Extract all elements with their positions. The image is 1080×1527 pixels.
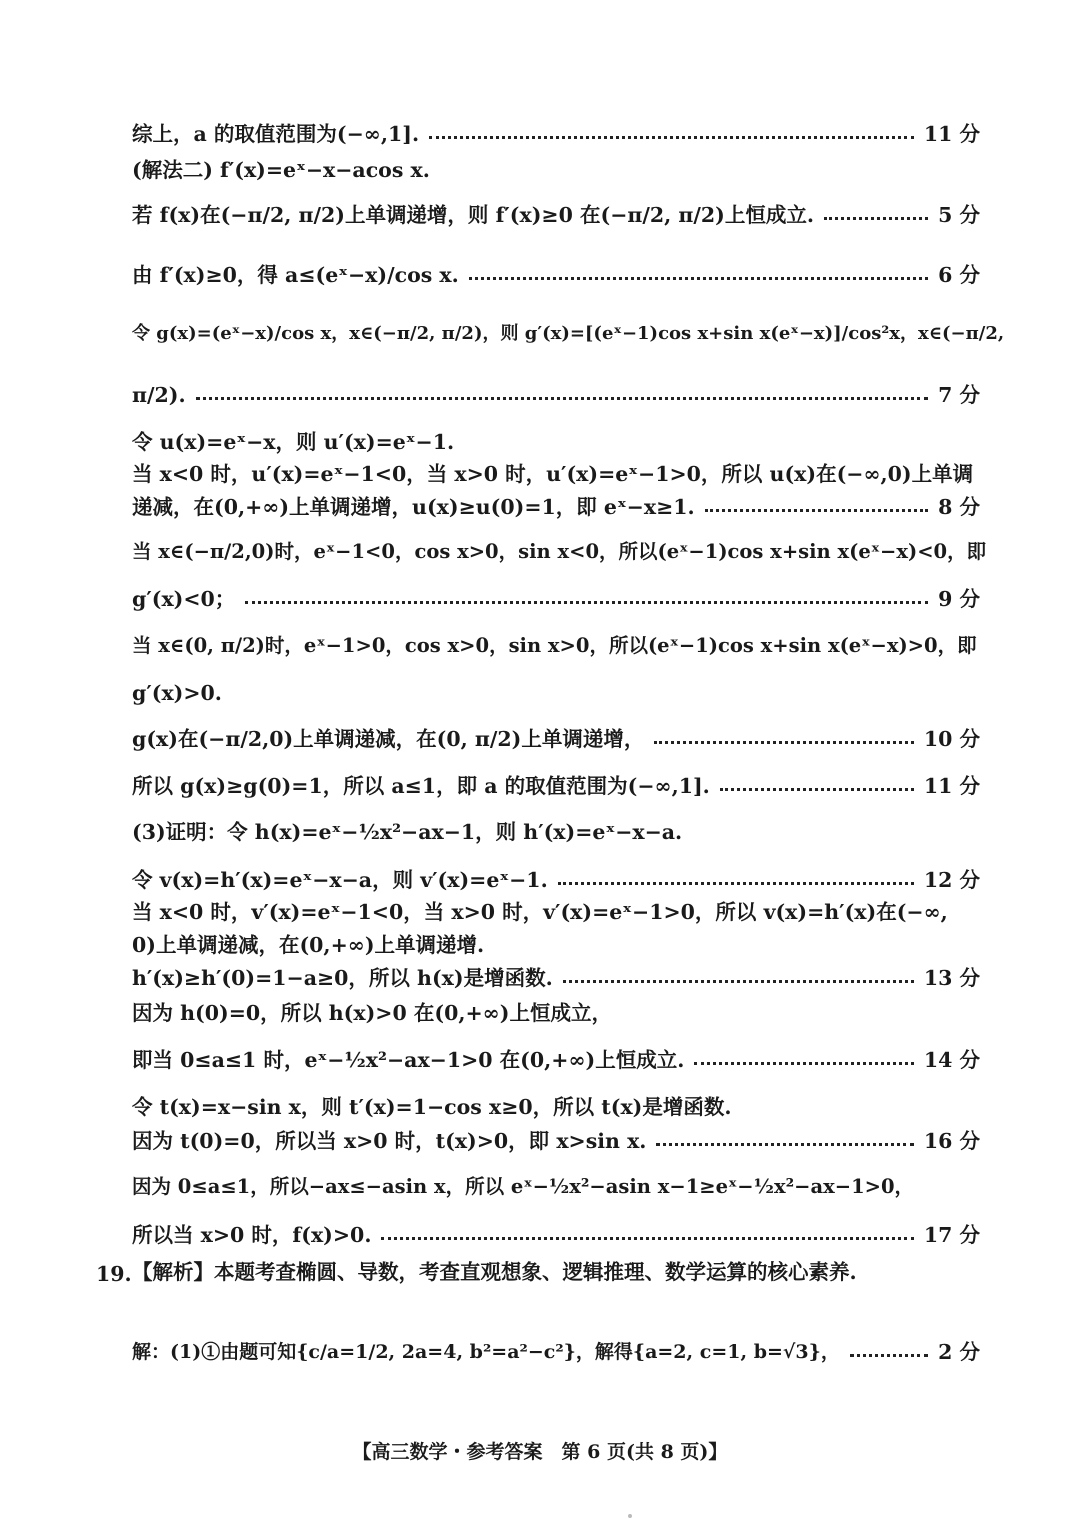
line-13: g′(x)>0. — [132, 681, 222, 705]
question-number: 19. — [96, 1262, 132, 1286]
page-footer: 【高三数学・参考答案 第 6 页(共 8 页)】 — [352, 1441, 728, 1463]
line-15: 所以 g(x)≥g(0)=1，所以 a≤1，即 a 的取值范围为(−∞,1]. 11 分 — [132, 774, 980, 798]
line-18: 当 x<0 时，v′(x)=eˣ−1<0，当 x>0 时，v′(x)=eˣ−1>0，所以 v(x)=h′(x)在(−∞, — [132, 900, 948, 924]
line-8: 当 x<0 时，u′(x)=eˣ−1<0，当 x>0 时，u′(x)=eˣ−1>0，所以 u(x)在(−∞,0)上单调 — [132, 462, 974, 486]
line-21: 因为 h(0)=0，所以 h(x)>0 在(0,+∞)上恒成立， — [132, 1001, 612, 1025]
scan-speck — [628, 1514, 632, 1518]
line-11: g′(x)<0； 9 分 — [132, 587, 980, 611]
line-2: (解法二) f′(x)=eˣ−x−acos x. — [132, 158, 430, 182]
line-26: 所以当 x>0 时，f(x)>0. 17 分 — [132, 1223, 980, 1247]
line-25: 因为 0≤a≤1，所以−ax≤−asin x，所以 eˣ−½x²−asin x−1≥eˣ−½x²−ax−1>0， — [132, 1175, 915, 1198]
line-28: 解：(1)①由题可知{c/a=1/2, 2a=4, b²=a²−c²}，解得{a=2, c=1, b=√3}， 2 分 — [132, 1340, 980, 1364]
line-5: 令 g(x)=(eˣ−x)/cos x，x∈(−π/2, π/2)，则 g′(x)=[(eˣ−1)cos x+sin x(eˣ−x)]/cos²x，x∈(−π/2, — [132, 323, 1005, 344]
line-16: (3)证明：令 h(x)=eˣ−½x²−ax−1，则 h′(x)=eˣ−x−a. — [132, 820, 683, 844]
line-4: 由 f′(x)≥0，得 a≤(eˣ−x)/cos x. 6 分 — [132, 263, 980, 287]
line-9: 递减，在(0,+∞)上单调递增，u(x)≥u(0)=1，即 eˣ−x≥1. 8 分 — [132, 495, 980, 519]
line-10: 当 x∈(−π/2,0)时，eˣ−1<0，cos x>0，sin x<0，所以(eˣ−1)cos x+sin x(eˣ−x)<0，即 — [132, 540, 987, 563]
line-7: 令 u(x)=eˣ−x，则 u′(x)=eˣ−1. — [132, 430, 455, 454]
line-23: 令 t(x)=x−sin x，则 t′(x)=1−cos x≥0，所以 t(x)是增函数. — [132, 1095, 732, 1119]
line-19: 0)上单调递减，在(0,+∞)上单调递增. — [132, 933, 485, 957]
line-17: 令 v(x)=h′(x)=eˣ−x−a，则 v′(x)=eˣ−1. 12 分 — [132, 868, 980, 892]
line-3: 若 f(x)在(−π/2, π/2)上单调递增，则 f′(x)≥0 在(−π/2, π/2)上恒成立. 5 分 — [132, 203, 980, 227]
line-20: h′(x)≥h′(0)=1−a≥0，所以 h(x)是增函数. 13 分 — [132, 966, 980, 990]
line-14: g(x)在(−π/2,0)上单调递减，在(0, π/2)上单调递增， 10 分 — [132, 727, 980, 751]
line-22: 即当 0≤a≤1 时，eˣ−½x²−ax−1>0 在(0,+∞)上恒成立. 14 分 — [132, 1048, 980, 1072]
line-6: π/2). 7 分 — [132, 383, 980, 407]
line-24: 因为 t(0)=0，所以当 x>0 时，t(x)>0，即 x>sin x. 16 分 — [132, 1129, 980, 1153]
analysis-heading: 【解析】本题考查椭圆、导数，考查直观想象、逻辑推理、数学运算的核心素养. — [132, 1260, 857, 1284]
line-12: 当 x∈(0, π/2)时，eˣ−1>0，cos x>0，sin x>0，所以(eˣ−1)cos x+sin x(eˣ−x)>0，即 — [132, 634, 977, 657]
line-1: 综上，a 的取值范围为(−∞,1]. 11 分 — [132, 122, 980, 146]
